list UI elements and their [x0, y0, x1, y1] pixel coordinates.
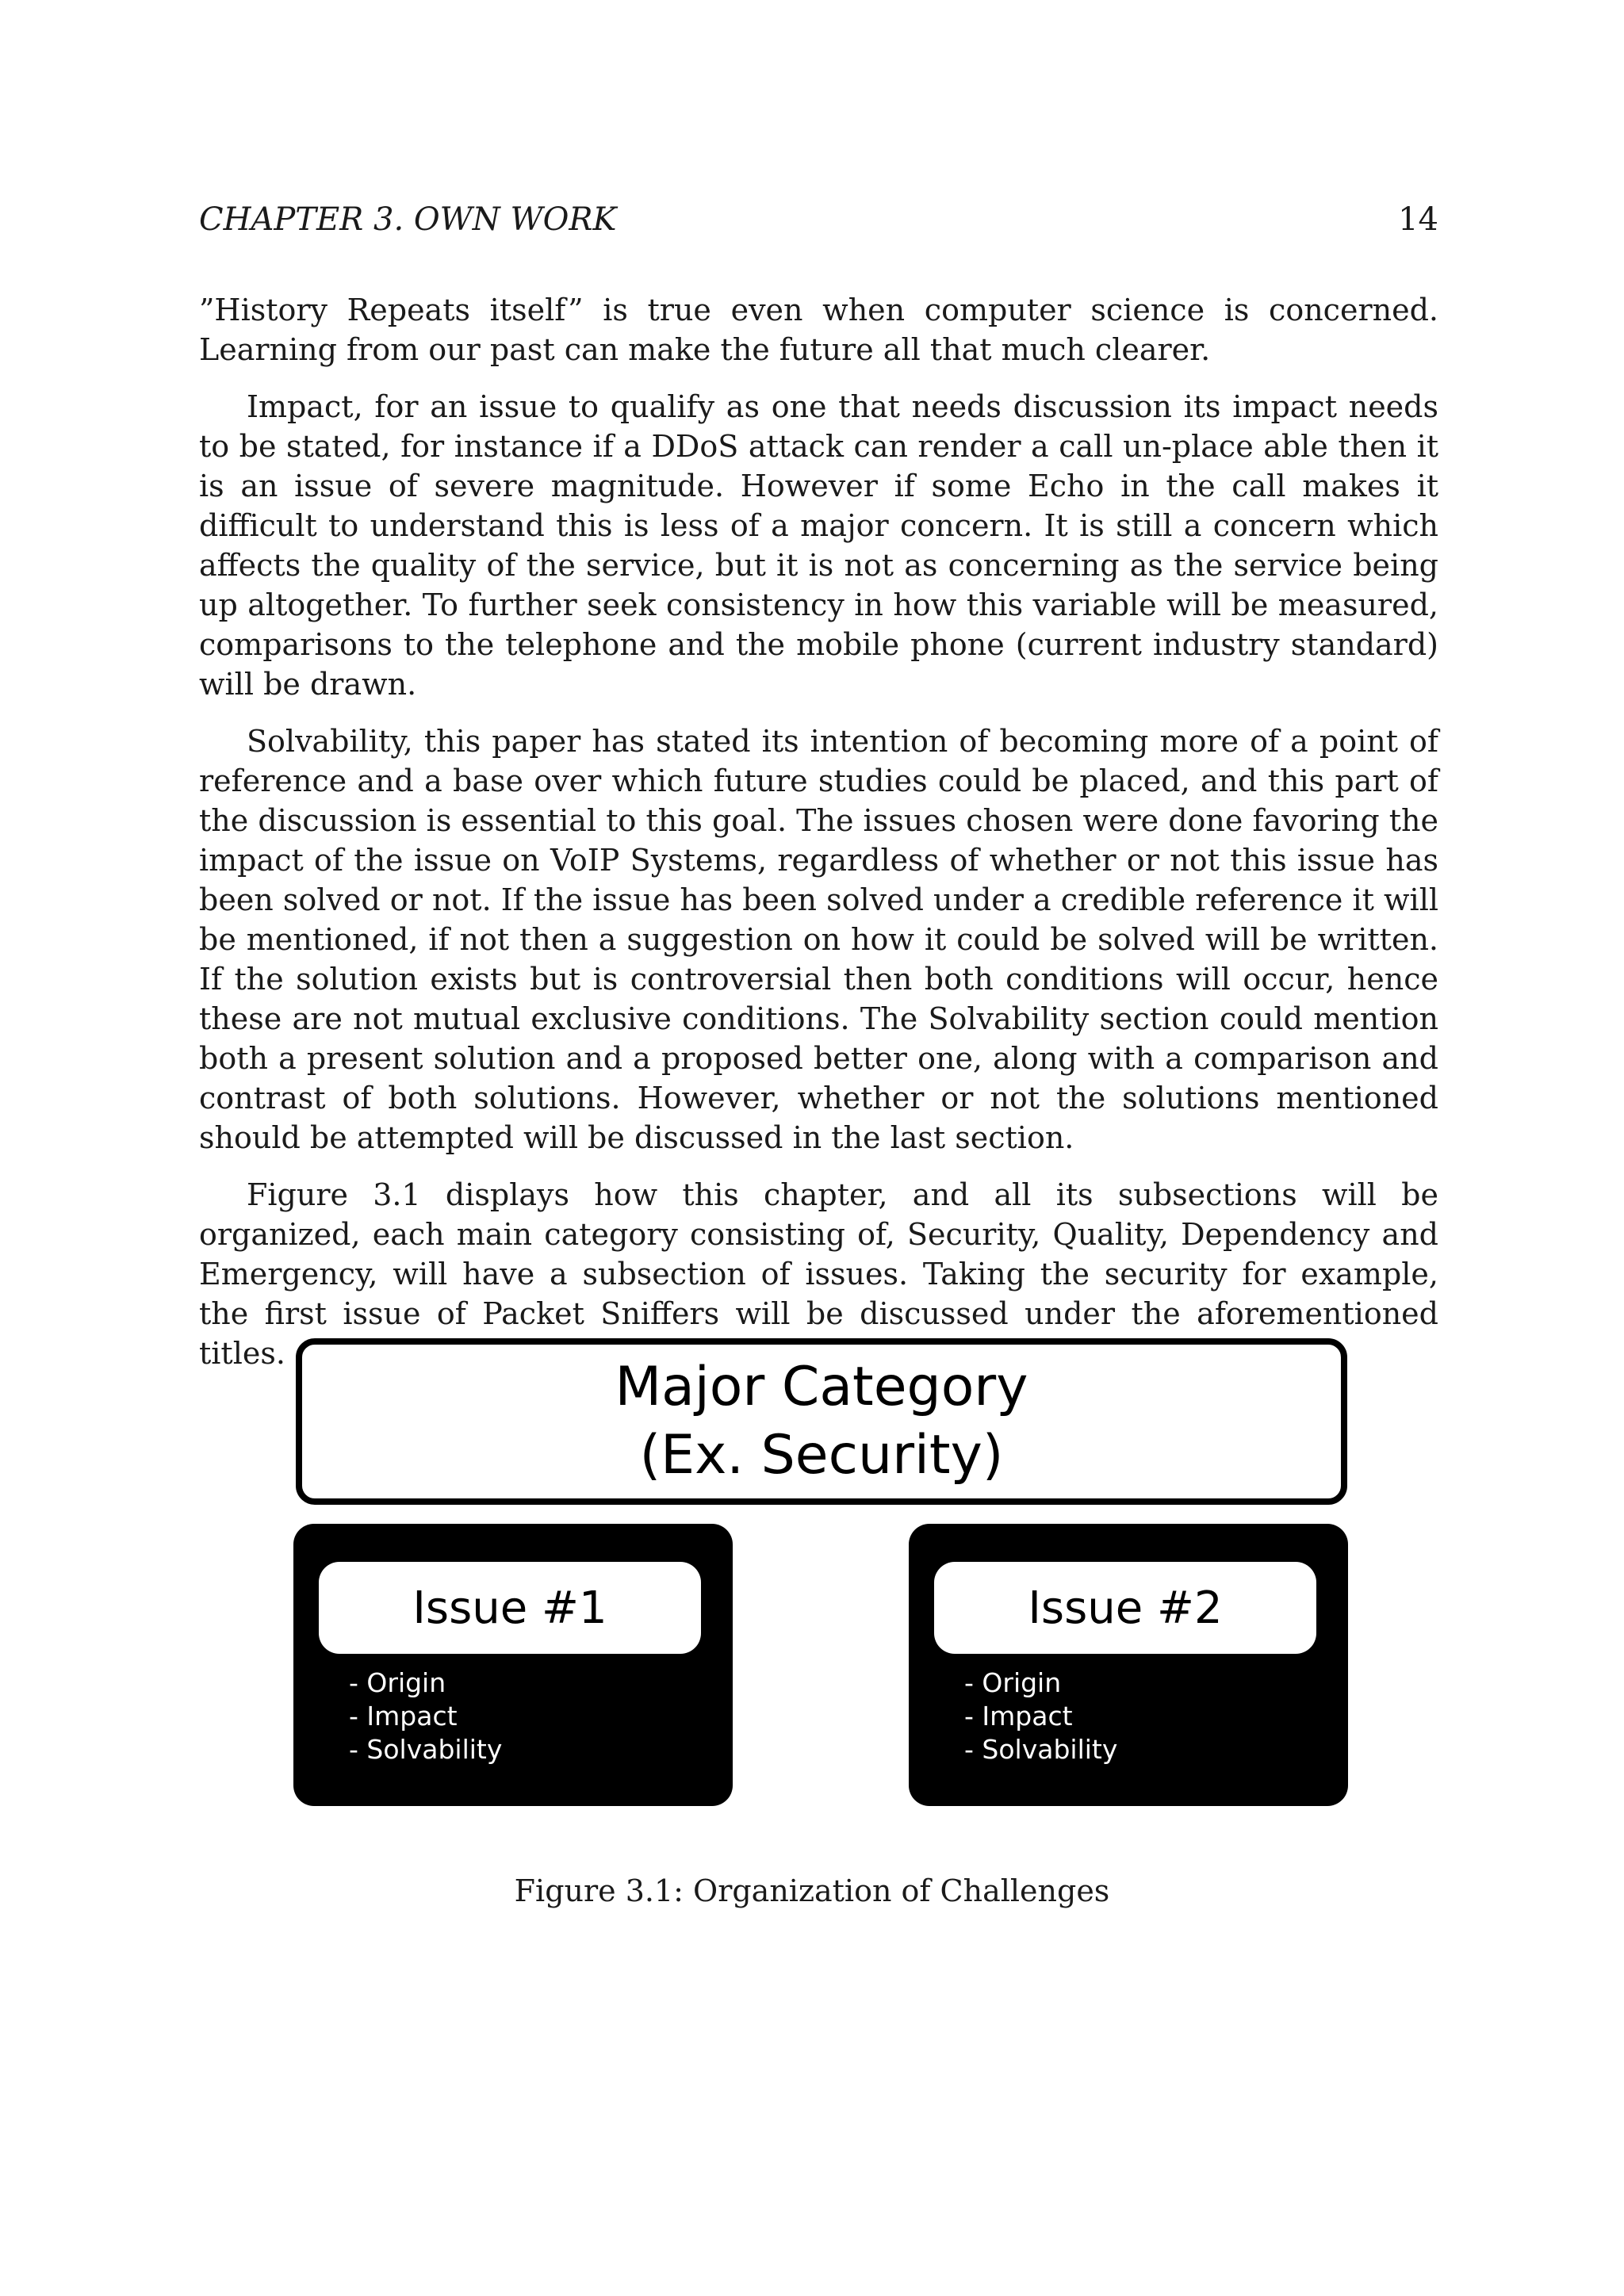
issue-box-2 [909, 1524, 1348, 1806]
page-number: 14 [1398, 201, 1438, 238]
issue-title-2: Issue #2 [934, 1562, 1316, 1654]
paragraph-impact: Impact, for an issue to qualify as one that needs discussion its impact needs to be stated, for instance if a DDoS attack can render a call un-place able then it is an issue of severe magnitude. However if some Echo in the call makes it difficult to understand this is less of a major concern. It is still a concern which affects the quality of the service, but it is not as concerning as the service being up altogether. To further seek consistency in how this variable will be measured, comparisons to the telephone and the mobile phone (current industry standard) will be drawn. [199, 389, 1438, 702]
issue-list-2 [964, 1667, 1117, 1766]
issue-item-solvability: - Solvability [349, 1734, 503, 1765]
issue-list-1 [349, 1667, 502, 1766]
major-category-title: Major Category [615, 1356, 1028, 1418]
issue-item-solvability: - Solvability [964, 1734, 1118, 1765]
chapter-title: CHAPTER 3. OWN WORK [199, 201, 617, 238]
issue-item-impact: - Impact [349, 1701, 458, 1732]
issue-title-1: Issue #1 [319, 1562, 701, 1654]
issue-item-impact: - Impact [964, 1701, 1073, 1732]
issue-item-origin: - Origin [349, 1667, 446, 1698]
running-header [199, 200, 1438, 239]
issue-item-origin: - Origin [964, 1667, 1062, 1698]
paragraph-figure-intro: Figure 3.1 displays how this chapter, and all its subsections will be organized, each main category consisting of, Security, Quality, Dependency and Emergency, will have a subsection of issues. Taking the security for example, the first issue of Packet Sniffers will be discussed under the aforementioned titles. [199, 1177, 1438, 1371]
figure-caption: Figure 3.1: Organization of Challenges [514, 1873, 1110, 1908]
paragraph-solvability: Solvability, this paper has stated its intention of becoming more of a point of reference and a base over which future studies could be placed, and this part of the discussion is essential to this goal. The issues chosen were done favoring the impact of the issue on VoIP Systems, regardless of whether or not this issue has been solved or not. If the issue has been solved under a credible reference it will be mentioned, if not then a suggestion on how it could be solved will be written. If the solution exists but is controversial then both conditions will occur, hence these are not mutual exclusive conditions. The Solvability section could mention both a present solution and a proposed better one, along with a comparison and contrast of both solutions. However, whether or not the solutions mentioned should be attempted will be discussed in the last section. [199, 724, 1438, 1155]
major-category-box [296, 1338, 1347, 1505]
paragraph: ”History Repeats itself” is true even when computer science is concerned. Learning from our past can make the future all that much clearer. [199, 293, 1438, 367]
issue-box-1 [293, 1524, 733, 1806]
organization-diagram [292, 1338, 1346, 1814]
body-text [199, 290, 1438, 1391]
major-category-example: (Ex. Security) [639, 1424, 1004, 1487]
